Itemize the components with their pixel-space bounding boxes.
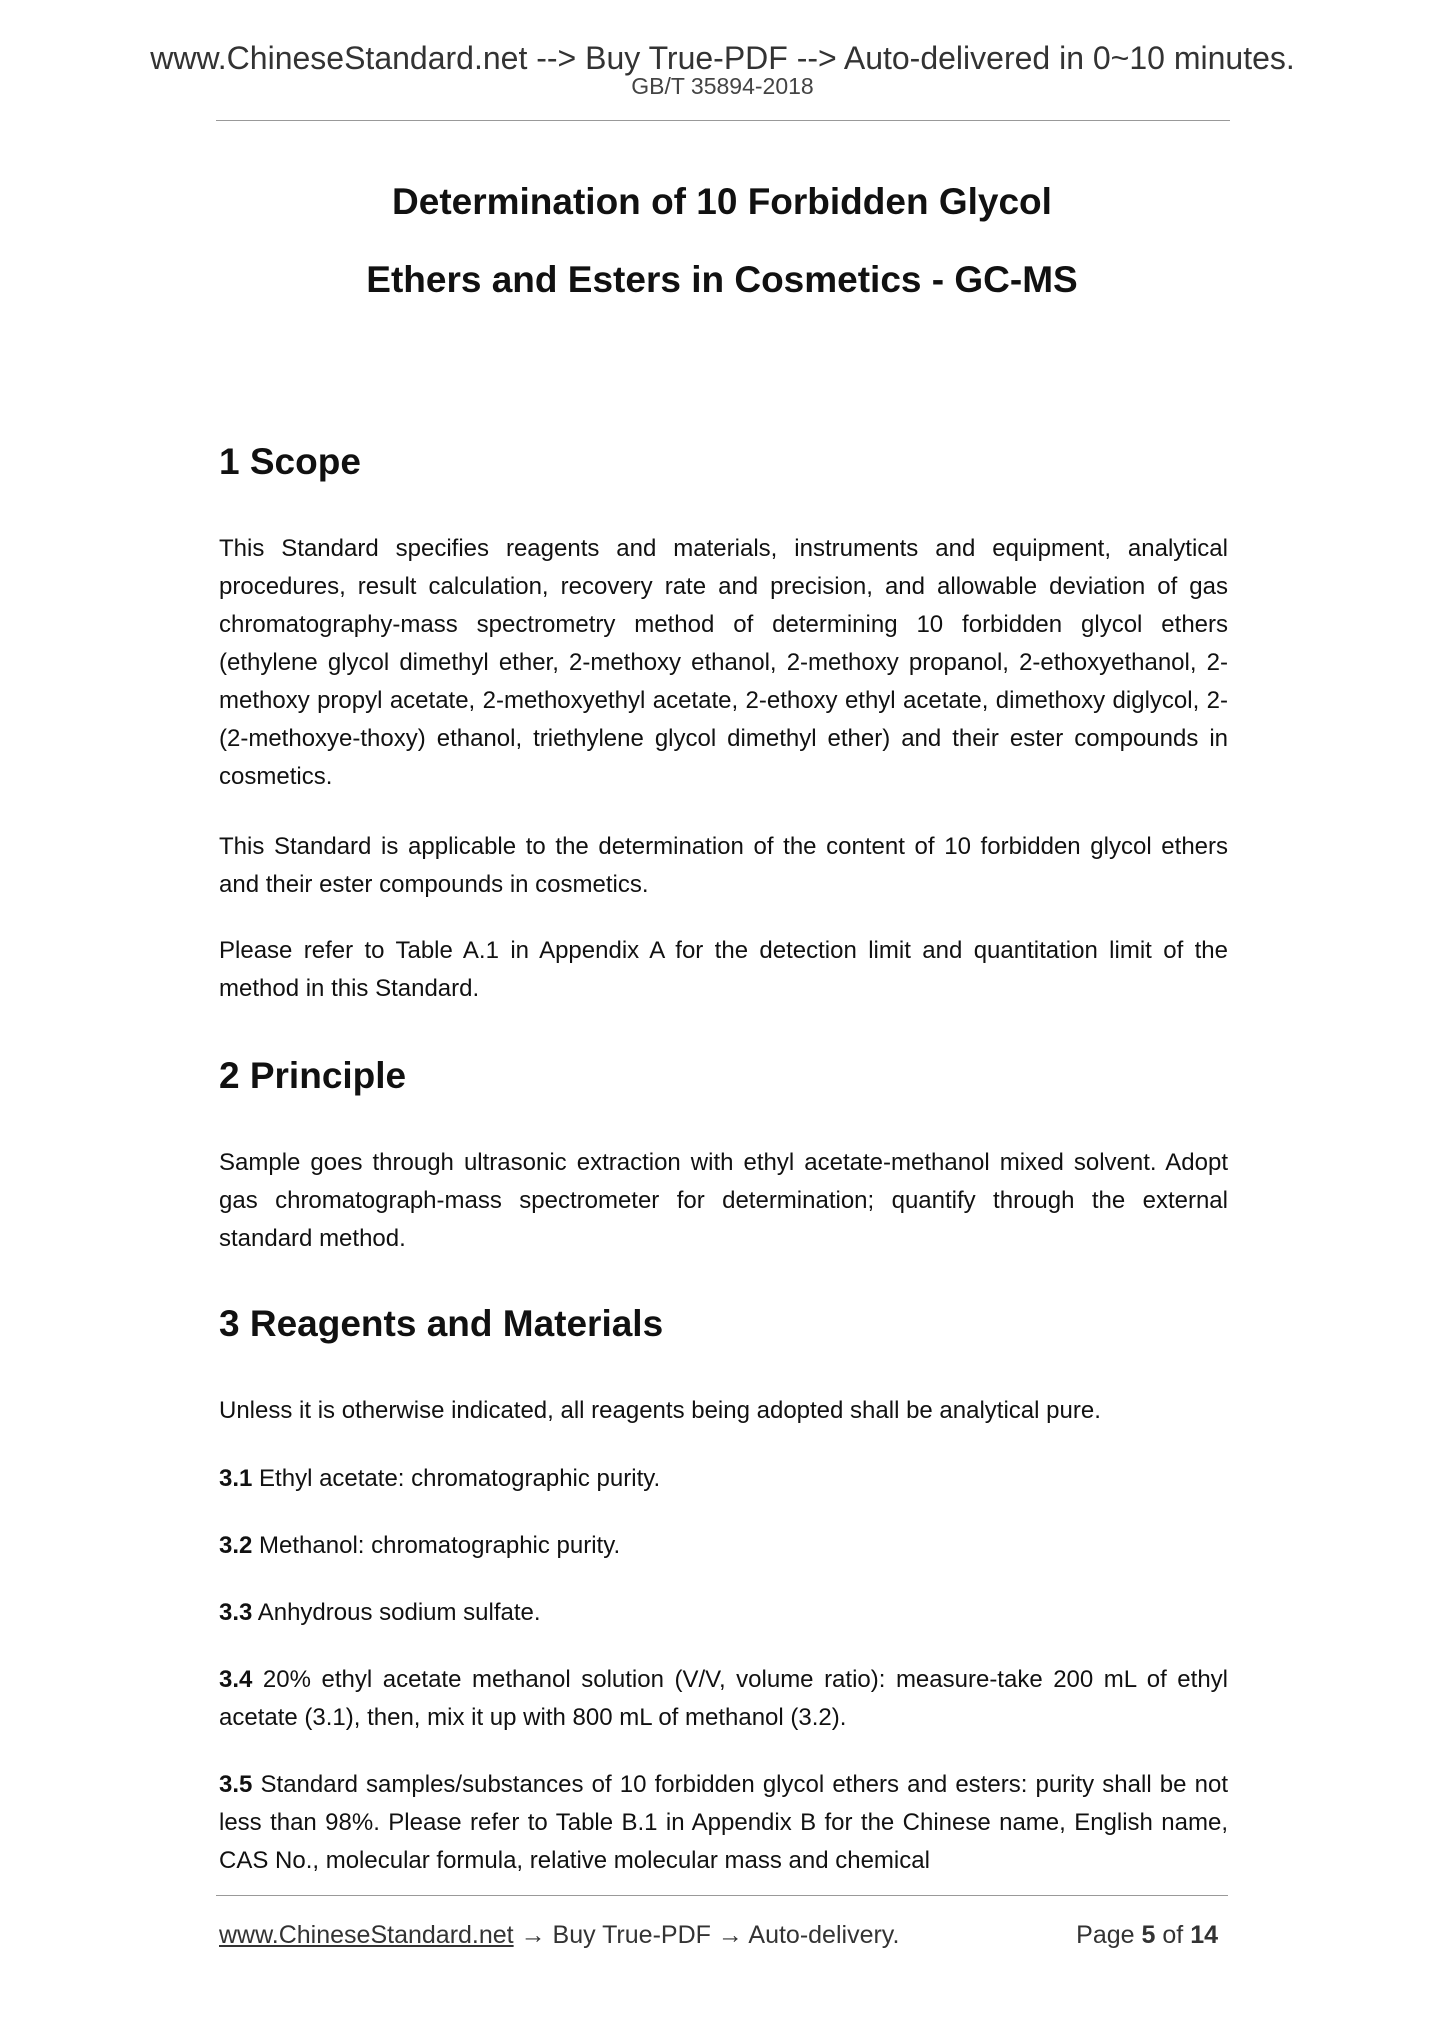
section-heading-scope: 1 Scope [219, 441, 361, 482]
standard-number: GB/T 35894-2018 [631, 73, 814, 99]
footer-website-link[interactable]: www.ChineseStandard.net [219, 1921, 514, 1949]
scope-paragraph-3: Please refer to Table A.1 in Appendix A for the detection limit and quantitation limit of the method in this Standard. [219, 937, 1228, 1002]
header-divider [216, 120, 1230, 121]
page-total: 14 [1190, 1921, 1218, 1949]
reagent-item [219, 1460, 1228, 1498]
document-title-line-1: Determination of 10 Forbidden Glycol [392, 181, 1052, 222]
reagent-item-text: Methanol: chromatographic purity. [259, 1532, 621, 1559]
footer-divider [216, 1895, 1228, 1896]
reagent-item [219, 1766, 1228, 1880]
reagent-item-text: Standard samples/substances of 10 forbidden glycol ethers and esters: purity shall be not less than 98%. Please refer to Table B.1 in Appendix B for the Chinese name, English name, CAS No., molecular formula, relative molecular mass and chemical [219, 1771, 1228, 1874]
reagents-intro: Unless it is otherwise indicated, all reagents being adopted shall be analytical pure. [219, 1397, 1101, 1424]
page-label: Page [1076, 1921, 1135, 1949]
reagent-item-number: 3.4 [219, 1666, 253, 1693]
scope-paragraph-2: This Standard is applicable to the determination of the content of 10 forbidden glycol ethers and their ester compounds in cosmetics. [219, 833, 1228, 898]
reagent-item-number: 3.5 [219, 1771, 253, 1798]
section-heading-reagents: 3 Reagents and Materials [219, 1303, 664, 1344]
principle-paragraph: Sample goes through ultrasonic extraction with ethyl acetate-methanol mixed solvent. Adopt gas chromatograph-mass spectrometer for determination; quantify through the external standard method. [219, 1149, 1228, 1252]
page-footer [219, 1915, 1228, 1955]
reagent-item-text: Anhydrous sodium sulfate. [257, 1599, 541, 1626]
reagent-item-text: 20% ethyl acetate methanol solution (V/V, volume ratio): measure-take 200 mL of ethyl acetate (3.1), then, mix it up with 800 mL of methanol (3.2). [219, 1666, 1229, 1731]
reagent-item-number: 3.3 [219, 1599, 253, 1626]
document-title-line-2: Ethers and Esters in Cosmetics - GC-MS [366, 259, 1078, 300]
reagent-item-text: Ethyl acetate: chromatographic purity. [259, 1465, 661, 1492]
reagent-item [219, 1527, 1228, 1565]
header-banner: www.ChineseStandard.net --> Buy True-PDF --> Auto-delivered in 0~10 minutes. [150, 40, 1295, 76]
reagent-item-number: 3.1 [219, 1465, 253, 1492]
reagent-item [219, 1661, 1228, 1737]
page-number: 5 [1141, 1921, 1156, 1949]
section-heading-principle: 2 Principle [219, 1055, 407, 1096]
footer-tagline: → Buy True-PDF → Auto-delivery. [513, 1921, 900, 1949]
page-of-label: of [1162, 1921, 1184, 1949]
scope-paragraph-1: This Standard specifies reagents and materials, instruments and equipment, analytical procedures, result calculation, recovery rate and precision, and allowable deviation of gas chromatography-mass spectrometry method of determining 10 forbidden glycol ethers (ethylene glycol dimethyl ether, 2-methoxy ethanol, 2-methoxy propanol, 2-ethoxyethanol, 2-methoxy propyl acetate, 2-methoxyethyl acetate, 2-ethoxy ethyl acetate, dimethoxy diglycol, 2-(2-methoxye-thoxy) ethanol, triethylene glycol dimethyl ether) and their ester compounds in cosmetics. [219, 535, 1228, 790]
page-indicator [1076, 1915, 1218, 1955]
reagent-item-number: 3.2 [219, 1532, 253, 1559]
reagent-item [219, 1594, 1228, 1632]
